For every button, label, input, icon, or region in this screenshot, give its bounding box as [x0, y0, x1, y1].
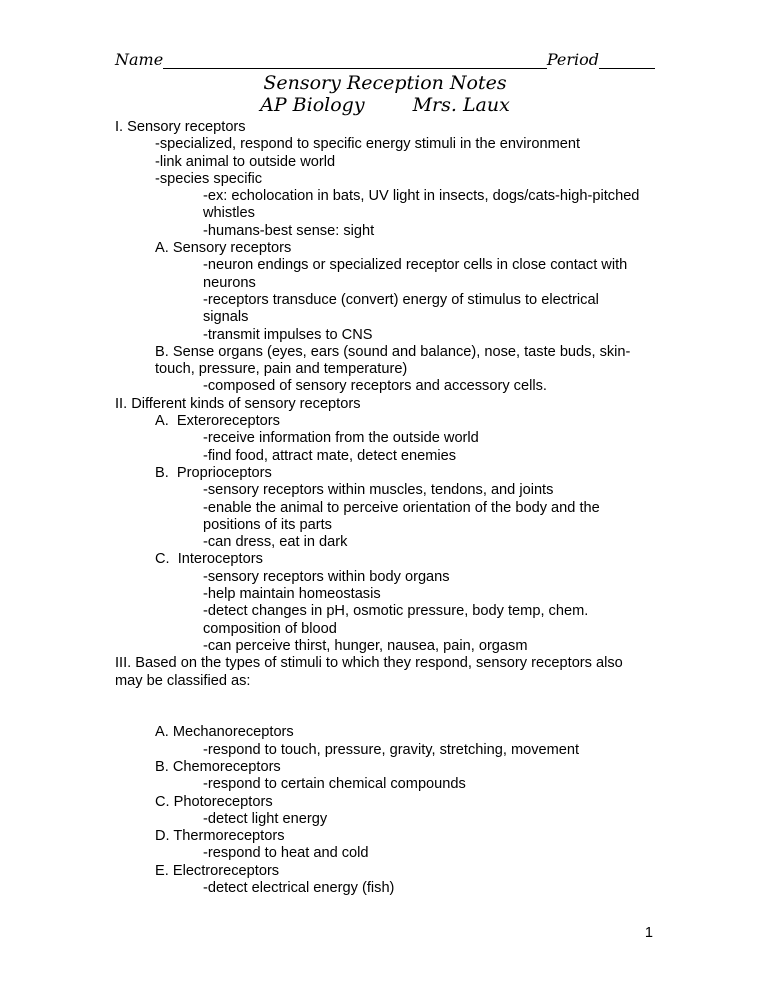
notes-line: C. Interoceptors — [155, 551, 263, 568]
notes-line: -sensory receptors within muscles, tendons, and joints — [203, 482, 554, 499]
notes-line: -link animal to outside world — [155, 153, 336, 170]
notes-line: composition of blood — [203, 620, 337, 637]
notes-line: -specialized, respond to specific energy stimuli in the environment — [155, 136, 581, 153]
notes-line: -humans-best sense: sight — [203, 222, 375, 239]
notes-line: II. Different kinds of sensory receptors — [115, 395, 361, 412]
notes-line: A. Exteroreceptors — [155, 413, 280, 430]
name-label: Name — [115, 50, 164, 69]
notes-line: I. Sensory receptors — [115, 119, 246, 135]
notes-line: -can dress, eat in dark — [203, 534, 348, 551]
notes-line: -receptors transduce (convert) energy of stimulus to electrical — [203, 291, 599, 308]
notes-line: -ex: echolocation in bats, UV light in insects, dogs/cats-high-pitched — [203, 188, 640, 205]
name-period-line — [115, 48, 655, 69]
notes-line: -respond to certain chemical compounds — [203, 776, 466, 793]
notes-line: positions of its parts — [203, 516, 332, 533]
notes-line: -sensory receptors within body organs — [203, 568, 450, 585]
blank-line — [115, 707, 655, 724]
notes-line: -help maintain homeostasis — [203, 586, 381, 603]
notes-line: whistles — [203, 205, 255, 222]
notes-line: D. Thermoreceptors — [155, 828, 285, 845]
period-blank-line — [599, 50, 655, 69]
notes-line: -composed of sensory receptors and accessory cells. — [203, 378, 547, 395]
notes-line: -respond to heat and cold — [203, 845, 369, 862]
notes-line: A. Sensory receptors — [155, 240, 292, 257]
notes-line: -detect light energy — [203, 810, 328, 827]
notes-line: -find food, attract mate, detect enemies — [203, 447, 457, 464]
notes-line: -can perceive thirst, hunger, nausea, pain, orgasm — [203, 637, 528, 654]
notes-line: may be classified as: — [115, 672, 251, 689]
notes-line: -transmit impulses to CNS — [203, 326, 373, 343]
notes-line: E. Electroreceptors — [155, 862, 280, 879]
notes-line: -receive information from the outside world — [203, 430, 479, 447]
notes-line: B. Chemoreceptors — [155, 758, 281, 775]
notes-line: C. Photoreceptors — [155, 793, 273, 810]
course-label: AP Biology — [260, 94, 365, 116]
document-title: Sensory Reception Notes — [263, 72, 507, 94]
notes-line: III. Based on the types of stimuli to which they respond, sensory receptors also — [115, 655, 623, 672]
document-subtitle — [115, 94, 655, 116]
teacher-label: Mrs. Laux — [412, 94, 510, 116]
notes-body — [115, 119, 655, 897]
notes-line: -detect changes in pH, osmotic pressure, body temp, chem. — [203, 603, 589, 620]
notes-line: neurons — [203, 274, 256, 291]
notes-line: -respond to touch, pressure, gravity, stretching, movement — [203, 741, 580, 758]
notes-line: B. Sense organs (eyes, ears (sound and balance), nose, taste buds, skin- — [155, 343, 631, 360]
notes-line: touch, pressure, pain and temperature) — [155, 361, 408, 378]
period-label: Period — [546, 50, 599, 69]
notes-line: -detect electrical energy (fish) — [203, 880, 395, 897]
name-blank-line — [163, 50, 547, 69]
page-number: 1 — [644, 925, 653, 941]
notes-line: A. Mechanoreceptors — [155, 724, 294, 741]
notes-line: -enable the animal to perceive orientation of the body and the — [203, 499, 600, 516]
notes-line: -neuron endings or specialized receptor cells in close contact with — [203, 257, 628, 274]
blank-line — [115, 690, 655, 707]
notes-line: B. Proprioceptors — [155, 464, 272, 481]
notes-line: -species specific — [155, 170, 263, 187]
notes-line: signals — [203, 309, 249, 326]
